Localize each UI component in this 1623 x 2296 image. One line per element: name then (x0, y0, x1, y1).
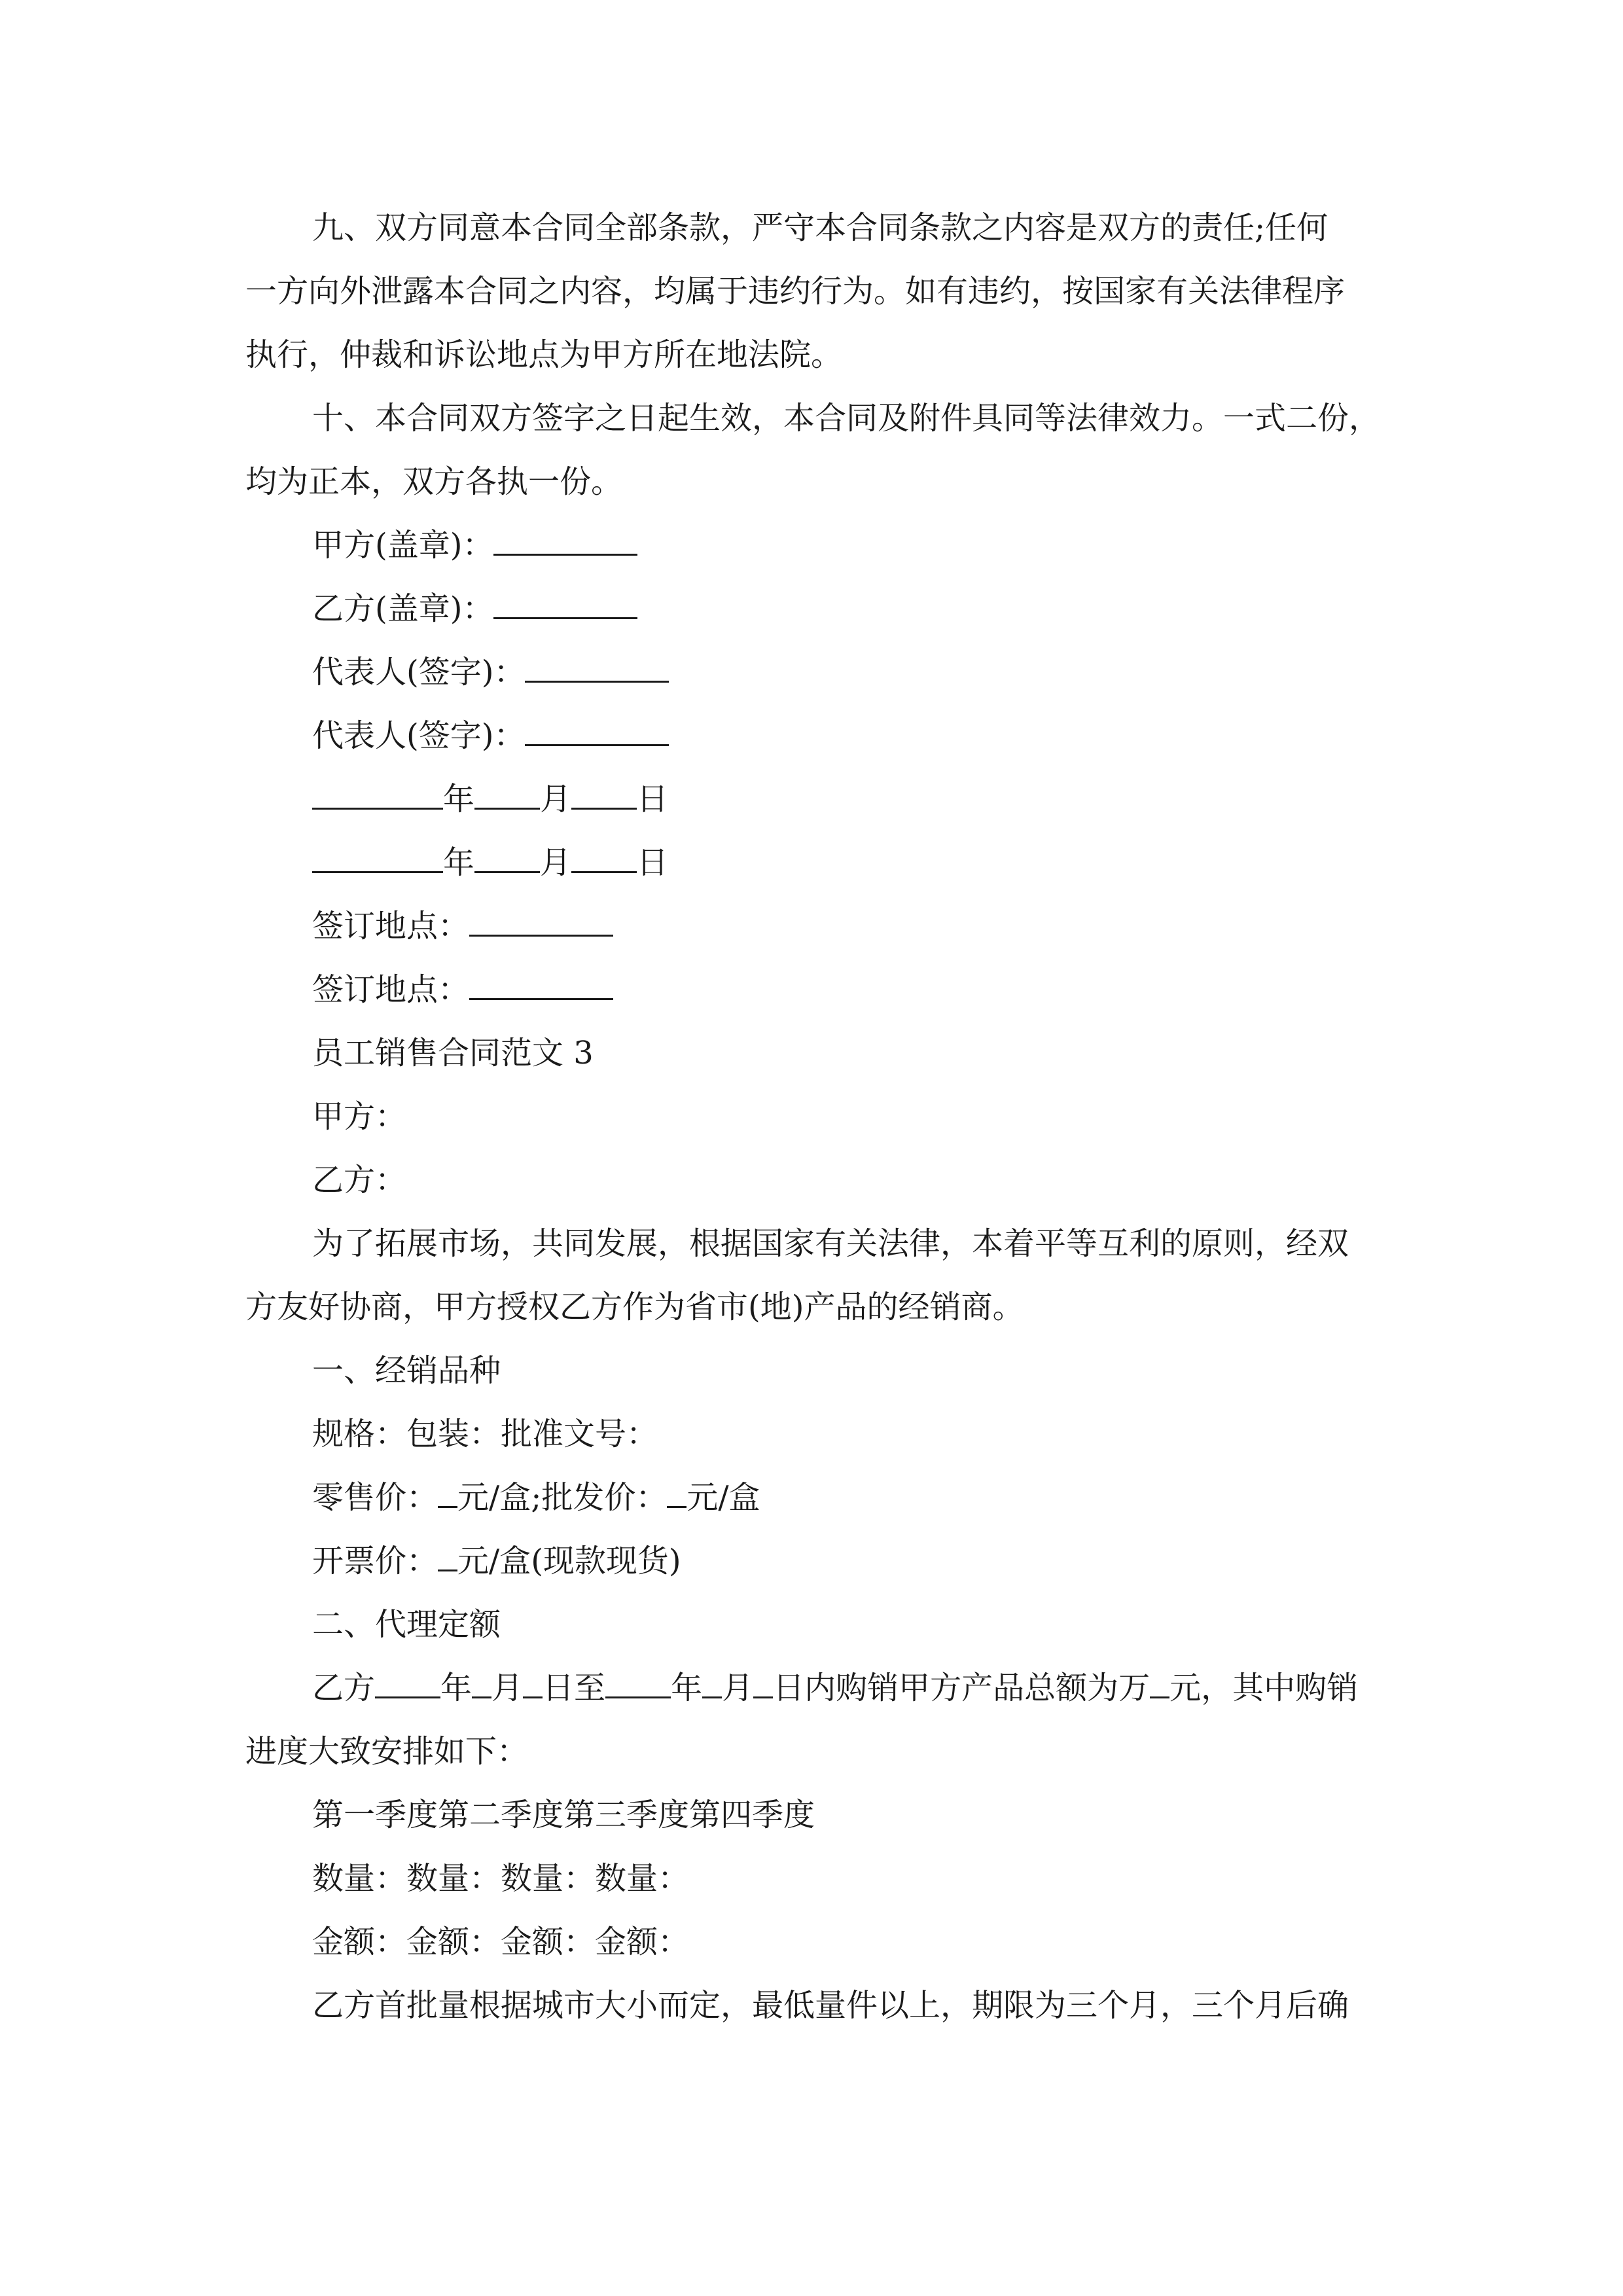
quota-year-blank (375, 1670, 440, 1698)
section-2-title: 二、代理定额 (312, 1606, 501, 1643)
date-line-2 (245, 831, 1378, 895)
sign-place-blank-1 (469, 908, 613, 937)
clause-10-line-1: 十、本合同双方签字之日起生效，本合同及附件具同等法律效力。一式二份， (312, 400, 1381, 437)
preamble-line-1: 为了拓展市场，共同发展，根据国家有关法律，本着平等互利的原则，经双 (312, 1225, 1349, 1262)
document-body (245, 196, 1381, 2037)
contract-3-title: 员工销售合同范文 3 (312, 1035, 594, 1071)
preamble-line-2: 方友好协商，甲方授权乙方作为省市(地)产品的经销商。 (245, 1289, 1024, 1325)
rep-sign-label-2: 代表人(签字)： (312, 717, 526, 754)
party-a-label: 甲方： (312, 1098, 407, 1135)
party-a-seal-blank (493, 528, 637, 556)
amount-row: 金额：金额：金额：金额： (312, 1924, 690, 1960)
rep-sign-line-2 (245, 704, 1378, 768)
sign-place-label-1: 签订地点： (312, 908, 470, 944)
sign-place-blank-2 (469, 972, 613, 1000)
quota-text: 月 (722, 1670, 754, 1706)
day-label: 日 (637, 781, 669, 817)
rep-sign-blank-2 (525, 718, 669, 746)
party-a-seal-line (245, 514, 1378, 577)
party-b-label: 乙方： (312, 1162, 407, 1198)
retail-blank (438, 1480, 457, 1508)
party-b-seal-line (245, 577, 1378, 641)
quota-text: 乙方 (312, 1670, 376, 1706)
clause-9-line-3: 执行，仲裁和诉讼地点为甲方所在地法院。 (245, 336, 843, 373)
month-blank (474, 845, 540, 873)
quota-text: 年 (671, 1670, 703, 1706)
sign-place-line-1 (245, 895, 1378, 958)
invoice-line (245, 1530, 1378, 1593)
year-label: 年 (443, 844, 475, 881)
quota-text: 日内购销甲方产品总额为万 (773, 1670, 1150, 1706)
retail-unit: 元/盒;批发价： (457, 1479, 668, 1516)
wholesale-unit: 元/盒 (687, 1479, 760, 1516)
price-line (245, 1466, 1378, 1530)
date-line-1 (245, 768, 1378, 831)
rep-sign-line-1 (245, 641, 1378, 704)
retail-label: 零售价： (312, 1479, 438, 1516)
quota-text: 月 (491, 1670, 524, 1706)
year-blank (312, 845, 443, 873)
sign-place-line-2 (245, 958, 1378, 1022)
wholesale-blank (667, 1480, 687, 1508)
invoice-blank (438, 1543, 457, 1571)
month-blank (474, 781, 540, 810)
quota-text: 日至 (543, 1670, 606, 1706)
quota-text: 年 (440, 1670, 473, 1706)
year-blank (312, 781, 443, 810)
quota-line-1 (245, 1657, 1378, 1720)
clause-9-line-2: 一方向外泄露本合同之内容，均属于违约行为。如有违约，按国家有关法律程序 (245, 273, 1346, 310)
first-batch-line: 乙方首批量根据城市大小而定，最低量件以上，期限为三个月，三个月后确 (312, 1987, 1349, 2024)
quota-month-blank (472, 1670, 491, 1698)
quantity-row: 数量：数量：数量：数量： (312, 1860, 690, 1897)
party-b-seal-blank (493, 591, 637, 619)
quota-year-blank (605, 1670, 671, 1698)
rep-sign-blank-1 (525, 655, 669, 683)
party-a-seal-label: 甲方(盖章)： (312, 527, 494, 564)
day-blank (571, 845, 637, 873)
month-label: 月 (540, 781, 572, 817)
quarters-header: 第一季度第二季度第三季度第四季度 (312, 1797, 815, 1833)
quota-text: 元，其中购销 (1169, 1670, 1359, 1706)
year-label: 年 (443, 781, 475, 817)
invoice-unit: 元/盒(现款现货) (457, 1543, 681, 1579)
day-blank (571, 781, 637, 810)
quota-month-blank (702, 1670, 722, 1698)
quota-day-blank (523, 1670, 543, 1698)
quota-line-2: 进度大致安排如下： (245, 1733, 529, 1770)
clause-10-line-2: 均为正本，双方各执一份。 (245, 463, 623, 500)
section-1-title: 一、经销品种 (312, 1352, 501, 1389)
party-b-seal-label: 乙方(盖章)： (312, 590, 494, 627)
sign-place-label-2: 签订地点： (312, 971, 470, 1008)
invoice-label: 开票价： (312, 1543, 438, 1579)
quota-day-blank (753, 1670, 773, 1698)
day-label: 日 (637, 844, 669, 881)
clause-9-line-1: 九、双方同意本合同全部条款，严守本合同条款之内容是双方的责任;任何 (312, 209, 1329, 246)
quota-amount-blank (1150, 1670, 1169, 1698)
rep-sign-label-1: 代表人(签字)： (312, 654, 526, 691)
month-label: 月 (540, 844, 572, 881)
spec-line: 规格：包装：批准文号： (312, 1416, 658, 1452)
